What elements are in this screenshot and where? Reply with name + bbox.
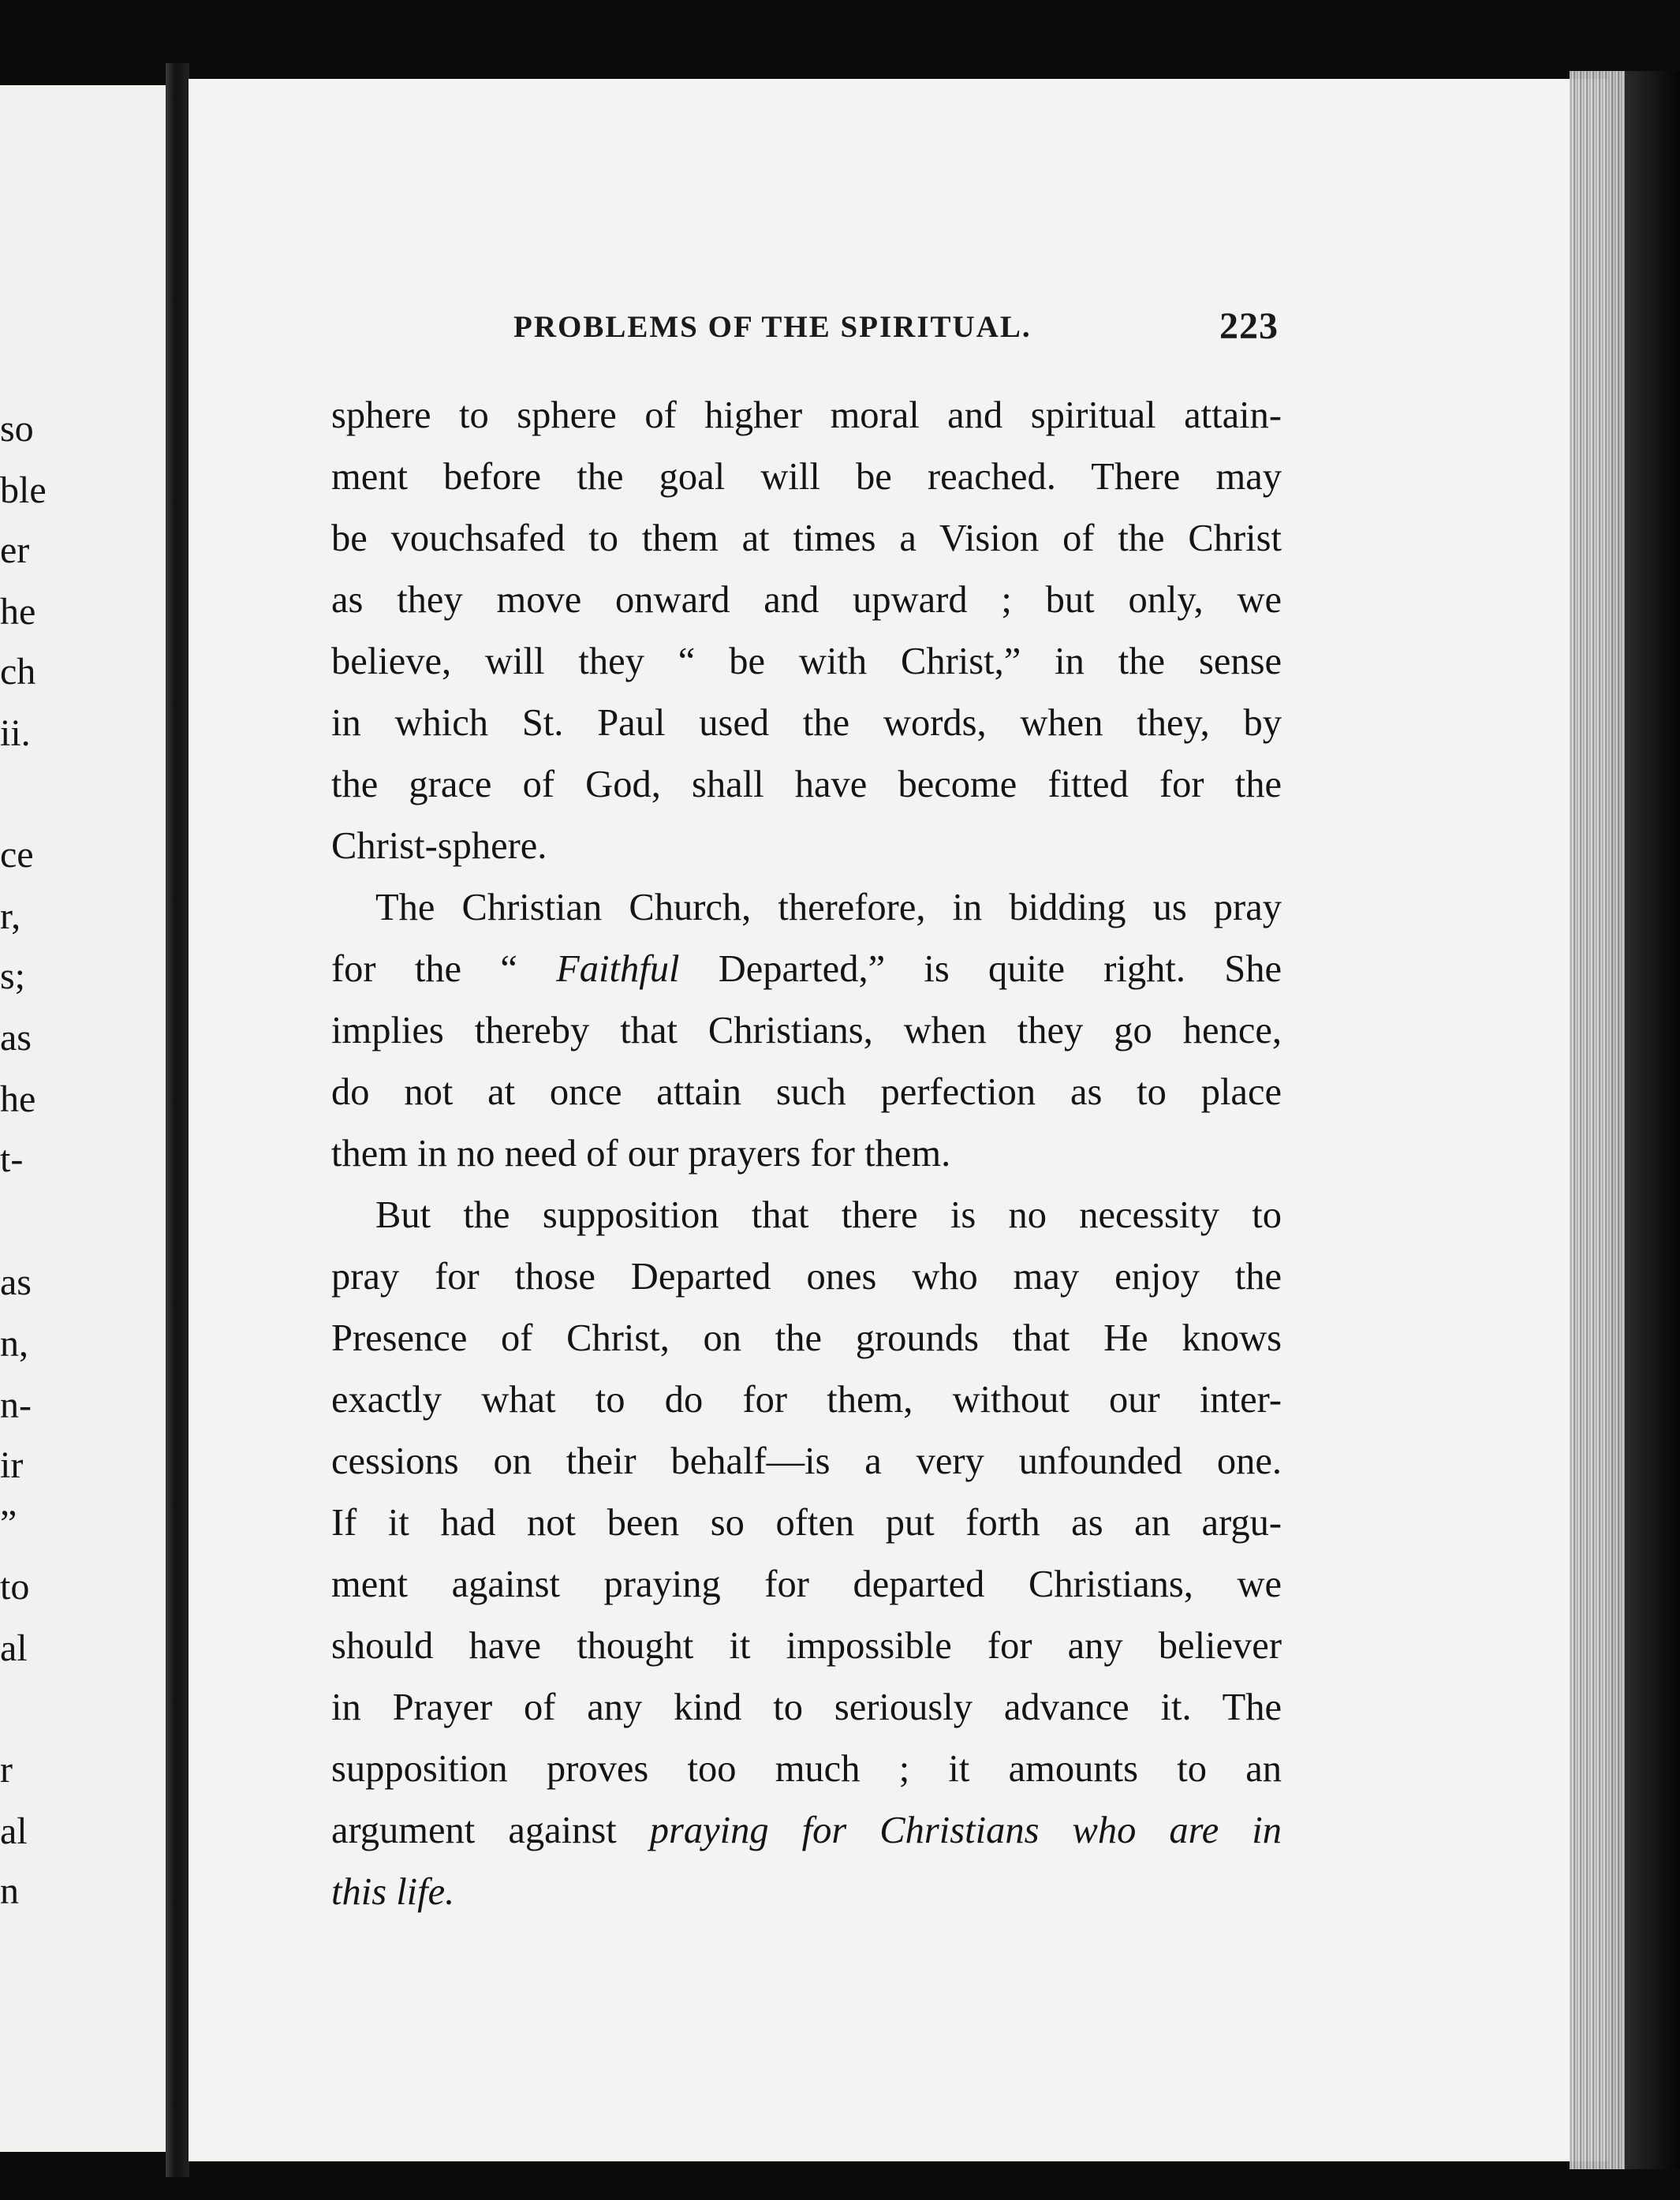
facing-page-fragment-text: er	[0, 529, 30, 571]
facing-page-fragment-text: ble	[0, 469, 47, 511]
text-span: argument against	[331, 1810, 650, 1851]
facing-page-fragment-text: r,	[0, 895, 21, 937]
facing-page-fragment-text: t-	[0, 1138, 24, 1180]
body-text	[331, 385, 1282, 1923]
text-span: Departed,” is quite right. She	[679, 948, 1282, 990]
text-line: ment before the goal will be reached. There may	[331, 456, 1282, 498]
page-edge-shadow	[1625, 71, 1680, 2169]
text-line: The Christian Church, therefore, in bidding us pray	[375, 887, 1282, 928]
facing-page-fragment-text: al	[0, 1627, 28, 1669]
facing-page-fragment-text: ch	[0, 651, 36, 693]
text-line: But the supposition that there is no necessity to	[375, 1194, 1282, 1236]
text-line: cessions on their behalf—is a very unfounded one.	[331, 1440, 1282, 1482]
facing-page-fragment-text: so	[0, 408, 34, 450]
text-line: them in no need of our prayers for them.	[331, 1133, 951, 1175]
facing-page-fragment-text: as	[0, 1261, 32, 1303]
text-line: supposition proves too much ; it amounts to an	[331, 1748, 1282, 1790]
text-line	[331, 1800, 1282, 1862]
text-line: as they move onward and upward ; but only, we	[331, 579, 1282, 621]
text-line: If it had not been so often put forth as an argu-	[331, 1502, 1282, 1544]
text-line: Christ-sphere.	[331, 825, 547, 867]
text-line: exactly what to do for them, without our inter-	[331, 1379, 1282, 1421]
italic-emphasis: praying for Christians who are in	[649, 1810, 1282, 1851]
text-line: should have thought it impossible for any believer	[331, 1625, 1282, 1667]
facing-page-fragment-text: n	[0, 1870, 19, 1912]
facing-page-fragment-text: ”	[0, 1503, 17, 1544]
text-line: be vouchsafed to them at times a Vision of the Christ	[331, 517, 1282, 559]
text-line	[331, 939, 1282, 1000]
running-head	[513, 305, 1279, 349]
text-line	[331, 1862, 1282, 1923]
text-line: do not at once attain such perfection as to place	[331, 1071, 1282, 1113]
text-line: the grace of God, shall have become fitted for the	[331, 764, 1282, 805]
facing-page-fragment-text: he	[0, 591, 36, 633]
text-line: ment against praying for departed Christians, we	[331, 1563, 1282, 1605]
italic-emphasis: this life.	[331, 1871, 455, 1913]
facing-page-fragment-text: as	[0, 1017, 32, 1059]
page-number: 223	[1219, 305, 1279, 347]
facing-page-fragment-text: to	[0, 1566, 30, 1608]
text-line: in which St. Paul used the words, when they, by	[331, 702, 1282, 744]
facing-page-fragment-text: he	[0, 1078, 36, 1120]
facing-page-fragment-text: s;	[0, 955, 26, 997]
page-edges	[1570, 71, 1629, 2169]
text-line: in Prayer of any kind to seriously advance it. The	[331, 1686, 1282, 1728]
facing-page-fragment-text: al	[0, 1810, 28, 1852]
facing-page-fragment-text: r	[0, 1749, 13, 1791]
italic-emphasis: Faithful	[556, 948, 680, 990]
facing-page-fragment-text: ce	[0, 834, 34, 876]
text-line: Presence of Christ, on the grounds that He knows	[331, 1317, 1282, 1359]
facing-page-fragment	[0, 85, 166, 2152]
running-title: PROBLEMS OF THE SPIRITUAL.	[513, 310, 1032, 344]
text-line: implies thereby that Christians, when they go hence,	[331, 1010, 1282, 1051]
facing-page-fragment-text: ir	[0, 1444, 24, 1486]
facing-page-fragment-text: n,	[0, 1323, 28, 1365]
text-line: believe, will they “ be with Christ,” in the sense	[331, 641, 1282, 682]
text-line: sphere to sphere of higher moral and spiritual attain-	[331, 394, 1282, 436]
text-line: pray for those Departed ones who may enjoy the	[331, 1256, 1282, 1298]
facing-page-fragment-text: ii.	[0, 712, 31, 754]
facing-page-fragment-text: n-	[0, 1384, 32, 1426]
text-span: for the “	[331, 948, 557, 990]
